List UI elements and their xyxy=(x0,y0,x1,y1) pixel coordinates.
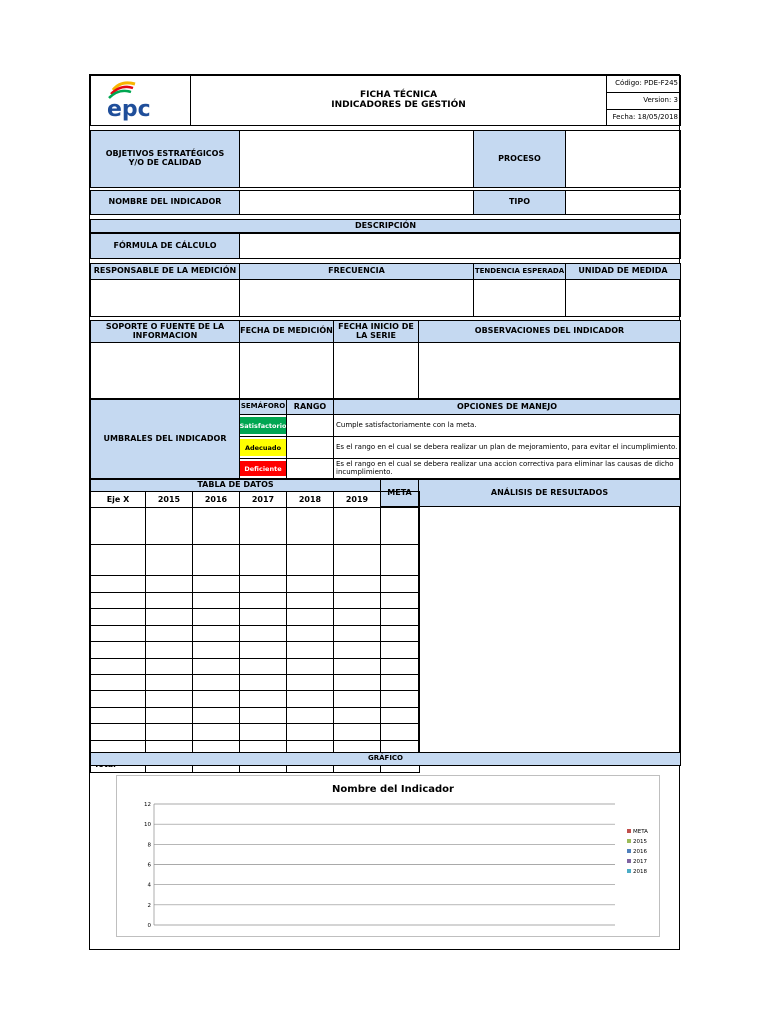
ficha-tecnica-sheet xyxy=(89,74,680,950)
table-cell[interactable] xyxy=(240,708,287,724)
table-row xyxy=(91,545,420,576)
opcion-manejo: Cumple satisfactoriamente con la meta. xyxy=(333,414,681,437)
chart-container xyxy=(116,775,660,937)
table-cell[interactable] xyxy=(193,691,240,708)
table-cell[interactable] xyxy=(334,576,381,593)
table-cell[interactable] xyxy=(91,609,146,626)
legend-swatch xyxy=(627,829,631,833)
table-cell[interactable] xyxy=(287,508,334,545)
fecha-medicion-label: FECHA DE MEDICIÓN xyxy=(239,320,334,343)
table-row xyxy=(91,724,420,741)
umbrales-label: UMBRALES DEL INDICADOR xyxy=(90,399,240,479)
tendencia-label: TENDENCIA ESPERADA xyxy=(473,263,566,280)
table-cell[interactable] xyxy=(193,626,240,642)
logo-text: epc xyxy=(107,97,151,122)
table-cell[interactable] xyxy=(287,691,334,708)
fecha-medicion-value[interactable] xyxy=(239,342,334,399)
table-cell[interactable] xyxy=(334,691,381,708)
table-cell[interactable] xyxy=(91,626,146,642)
fecha-cell: Fecha: 18/05/2018 xyxy=(606,109,681,126)
column-header: 2016 xyxy=(193,492,240,508)
tabla-datos-label: TABLA DE DATOS xyxy=(90,479,381,492)
table-cell[interactable] xyxy=(240,609,287,626)
table-row xyxy=(91,593,420,609)
formula-label: FÓRMULA DE CÁLCULO xyxy=(90,233,240,259)
responsable-label: RESPONSABLE DE LA MEDICIÓN xyxy=(90,263,240,280)
table-cell[interactable] xyxy=(287,593,334,609)
table-cell[interactable] xyxy=(193,508,240,545)
observaciones-label: OBSERVACIONES DEL INDICADOR xyxy=(418,320,681,343)
table-cell[interactable] xyxy=(381,508,420,545)
frecuencia-label: FRECUENCIA xyxy=(239,263,474,280)
column-header: 2019 xyxy=(334,492,381,508)
table-cell[interactable] xyxy=(146,675,193,691)
table-cell[interactable] xyxy=(287,609,334,626)
legend-swatch xyxy=(627,869,631,873)
table-cell[interactable] xyxy=(240,508,287,545)
table-cell[interactable] xyxy=(91,659,146,675)
semaforo-label: SEMÁFORO xyxy=(239,399,287,415)
table-cell[interactable] xyxy=(287,724,334,741)
rango-value[interactable] xyxy=(286,458,334,479)
legend-label: 2015 xyxy=(633,839,647,845)
responsable-value[interactable] xyxy=(90,279,240,317)
meta-label: META xyxy=(380,479,419,507)
table-row xyxy=(91,626,420,642)
table-cell[interactable] xyxy=(146,508,193,545)
table-cell[interactable] xyxy=(240,642,287,659)
proceso-value[interactable] xyxy=(565,130,681,188)
table-cell[interactable] xyxy=(193,593,240,609)
y-tick-label: 10 xyxy=(144,822,151,829)
table-cell[interactable] xyxy=(240,675,287,691)
line-chart xyxy=(117,776,659,936)
table-cell[interactable] xyxy=(334,659,381,675)
meta-column-cell xyxy=(381,492,420,508)
logo-cell xyxy=(90,75,191,126)
y-tick-label: 4 xyxy=(147,882,151,889)
table-cell[interactable] xyxy=(240,659,287,675)
table-cell[interactable] xyxy=(381,545,420,576)
legend-swatch xyxy=(627,849,631,853)
tipo-value[interactable] xyxy=(565,190,681,215)
table-cell[interactable] xyxy=(381,626,420,642)
table-cell[interactable] xyxy=(91,724,146,741)
table-row xyxy=(91,675,420,691)
table-cell[interactable] xyxy=(146,545,193,576)
soporte-value[interactable] xyxy=(90,342,240,399)
table-cell[interactable] xyxy=(287,626,334,642)
semaforo-swatch: Adecuado xyxy=(240,439,286,456)
table-cell[interactable] xyxy=(240,576,287,593)
table-cell[interactable] xyxy=(193,576,240,593)
table-cell[interactable] xyxy=(146,708,193,724)
descripcion-label: DESCRIPCIÓN xyxy=(90,219,681,233)
table-cell[interactable] xyxy=(146,593,193,609)
data-table xyxy=(90,491,420,773)
table-cell[interactable] xyxy=(193,642,240,659)
title-cell xyxy=(190,75,607,126)
column-header: 2017 xyxy=(240,492,287,508)
semaforo-swatch: Deficiente xyxy=(240,461,286,476)
table-cell[interactable] xyxy=(381,708,420,724)
table-cell[interactable] xyxy=(240,593,287,609)
table-cell[interactable] xyxy=(91,508,146,545)
opcion-manejo: Es el rango en el cual se debera realizar una accion correctiva para eliminar las causas de dicho incumplimiento. xyxy=(333,458,681,479)
table-cell[interactable] xyxy=(334,724,381,741)
semaforo-deficiente xyxy=(239,458,287,479)
y-tick-label: 12 xyxy=(144,802,151,808)
table-cell[interactable] xyxy=(91,576,146,593)
table-cell[interactable] xyxy=(381,724,420,741)
table-row xyxy=(91,691,420,708)
legend-label: 2017 xyxy=(633,859,647,865)
table-cell[interactable] xyxy=(193,675,240,691)
observaciones-value[interactable] xyxy=(418,342,681,399)
semaforo-satisfactorio xyxy=(239,414,287,437)
legend-swatch xyxy=(627,859,631,863)
table-cell[interactable] xyxy=(91,642,146,659)
table-cell[interactable] xyxy=(381,593,420,609)
rango-value[interactable] xyxy=(286,414,334,437)
table-cell[interactable] xyxy=(287,642,334,659)
table-cell[interactable] xyxy=(287,675,334,691)
column-header: 2015 xyxy=(146,492,193,508)
tipo-label: TIPO xyxy=(473,190,566,215)
table-cell[interactable] xyxy=(334,642,381,659)
table-cell[interactable] xyxy=(240,626,287,642)
table-cell[interactable] xyxy=(146,691,193,708)
rango-value[interactable] xyxy=(286,436,334,459)
tendencia-value[interactable] xyxy=(473,279,566,317)
table-cell[interactable] xyxy=(381,659,420,675)
table-cell[interactable] xyxy=(91,675,146,691)
table-cell[interactable] xyxy=(381,642,420,659)
table-cell[interactable] xyxy=(91,691,146,708)
table-cell[interactable] xyxy=(146,724,193,741)
table-cell[interactable] xyxy=(240,691,287,708)
table-cell[interactable] xyxy=(91,708,146,724)
table-cell[interactable] xyxy=(334,675,381,691)
table-cell[interactable] xyxy=(381,609,420,626)
unidad-value[interactable] xyxy=(565,279,681,317)
legend-label: 2018 xyxy=(633,869,647,875)
legend-swatch xyxy=(627,839,631,843)
table-row xyxy=(91,659,420,675)
soporte-label: SOPORTE O FUENTE DE LA INFORMACION xyxy=(90,320,240,343)
table-cell[interactable] xyxy=(91,545,146,576)
fecha-inicio-value[interactable] xyxy=(333,342,419,399)
table-cell[interactable] xyxy=(381,576,420,593)
semaforo-adecuado xyxy=(239,436,287,459)
nombre-value[interactable] xyxy=(239,190,474,215)
table-cell[interactable] xyxy=(146,659,193,675)
semaforo-swatch: Satisfactorio xyxy=(240,417,286,434)
table-cell[interactable] xyxy=(334,708,381,724)
title-line-2: INDICADORES DE GESTIÓN xyxy=(331,99,466,110)
table-row xyxy=(91,708,420,724)
table-cell[interactable] xyxy=(193,659,240,675)
table-cell[interactable] xyxy=(193,609,240,626)
version-cell: Version: 3 xyxy=(606,92,681,110)
unidad-label: UNIDAD DE MEDIDA xyxy=(565,263,681,280)
title-line-1: FICHA TÉCNICA xyxy=(359,89,438,100)
objetivos-label: OBJETIVOS ESTRATÉGICOS Y/O DE CALIDAD xyxy=(90,130,240,188)
table-cell[interactable] xyxy=(91,593,146,609)
table-row xyxy=(91,609,420,626)
table-cell[interactable] xyxy=(146,642,193,659)
table-row xyxy=(91,508,420,545)
table-cell[interactable] xyxy=(381,691,420,708)
epc-logo xyxy=(91,76,190,125)
table-cell[interactable] xyxy=(193,708,240,724)
table-cell[interactable] xyxy=(334,545,381,576)
formula-value[interactable] xyxy=(239,233,681,259)
codigo-cell: Código: PDE-F245 xyxy=(606,75,681,93)
table-row xyxy=(91,576,420,593)
y-tick-label: 0 xyxy=(147,923,151,929)
nombre-label: NOMBRE DEL INDICADOR xyxy=(90,190,240,215)
objetivos-value[interactable] xyxy=(239,130,474,188)
y-tick-label: 2 xyxy=(147,902,151,909)
table-cell[interactable] xyxy=(381,675,420,691)
legend-label: META xyxy=(633,829,648,835)
table-cell[interactable] xyxy=(193,545,240,576)
legend-label: 2016 xyxy=(633,849,647,855)
analisis-value[interactable] xyxy=(418,506,681,753)
y-tick-label: 6 xyxy=(147,862,151,869)
table-cell[interactable] xyxy=(287,659,334,675)
table-cell[interactable] xyxy=(334,609,381,626)
table-cell[interactable] xyxy=(334,508,381,545)
frecuencia-value[interactable] xyxy=(239,279,474,317)
table-cell[interactable] xyxy=(146,626,193,642)
grafico-label: GRÁFICO xyxy=(90,752,681,766)
y-tick-label: 8 xyxy=(147,842,151,849)
opciones-label: OPCIONES DE MANEJO xyxy=(333,399,681,415)
table-cell[interactable] xyxy=(146,576,193,593)
table-cell[interactable] xyxy=(240,724,287,741)
table-cell[interactable] xyxy=(287,545,334,576)
rango-label: RANGO xyxy=(286,399,334,415)
column-header: 2018 xyxy=(287,492,334,508)
table-cell[interactable] xyxy=(240,545,287,576)
column-header: Eje X xyxy=(91,492,146,508)
opcion-manejo: Es el rango en el cual se debera realizar un plan de mejoramiento, para evitar el incumplimiento. xyxy=(333,436,681,459)
table-cell[interactable] xyxy=(334,626,381,642)
chart-title: Nombre del Indicador xyxy=(332,784,454,795)
analisis-label: ANÁLISIS DE RESULTADOS xyxy=(418,479,681,507)
table-cell[interactable] xyxy=(146,609,193,626)
fecha-inicio-label: FECHA INICIO DE LA SERIE xyxy=(333,320,419,343)
table-cell[interactable] xyxy=(287,576,334,593)
table-cell[interactable] xyxy=(334,593,381,609)
table-row xyxy=(91,642,420,659)
data-table-header xyxy=(91,492,420,508)
proceso-label: PROCESO xyxy=(473,130,566,188)
table-cell[interactable] xyxy=(193,724,240,741)
table-cell[interactable] xyxy=(287,708,334,724)
